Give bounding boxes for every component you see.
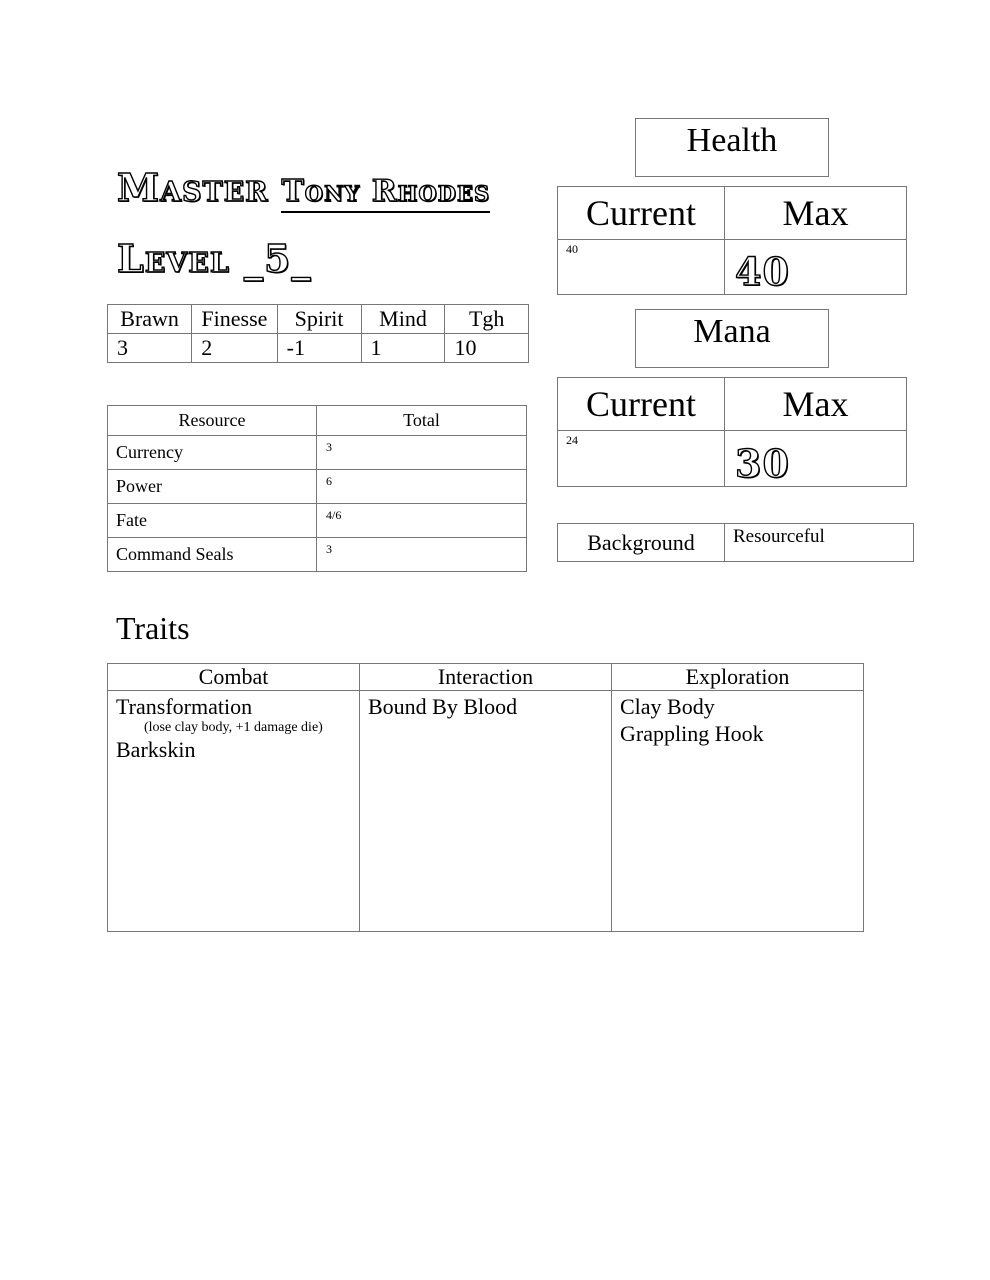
background-table (557, 523, 914, 562)
trait-item: Barkskin (116, 737, 196, 762)
exploration-traits-cell[interactable] (612, 691, 864, 932)
exploration-header: Exploration (612, 664, 864, 691)
stat-value-brawn[interactable]: 3 (108, 334, 192, 363)
background-value[interactable]: Resourceful (725, 524, 914, 562)
trait-note: (lose clay body, +1 damage die) (144, 720, 323, 735)
trait-item: Bound By Blood (368, 694, 518, 719)
mana-table (557, 377, 907, 487)
character-name: Tony Rhodes (281, 174, 490, 213)
stats-table (107, 304, 529, 363)
master-title (117, 165, 490, 210)
resource-row (108, 436, 527, 470)
trait-item: Transformation (116, 694, 253, 719)
mana-max-value[interactable] (725, 431, 907, 487)
health-max-label: Max (725, 187, 907, 240)
health-table (557, 186, 907, 295)
resource-label: Fate (108, 504, 317, 538)
health-current-label: Current (558, 187, 725, 240)
stat-header-spirit: Spirit (277, 305, 361, 334)
trait-item: Clay Body (620, 694, 715, 719)
trait-item: Grappling Hook (620, 721, 764, 746)
health-current-value[interactable]: 40 (558, 240, 725, 295)
traits-title: Traits (116, 610, 190, 646)
resource-table (107, 405, 527, 572)
background-label: Background (558, 524, 725, 562)
resource-row (108, 470, 527, 504)
health-max-value[interactable] (725, 240, 907, 295)
combat-traits-cell[interactable] (108, 691, 360, 932)
level-value: _5_ (244, 236, 312, 281)
resource-total[interactable]: 3 (317, 538, 527, 572)
health-max-number: 40 (735, 249, 790, 294)
stats-value-row (108, 334, 529, 363)
stat-header-tgh: Tgh (445, 305, 529, 334)
stat-header-brawn: Brawn (108, 305, 192, 334)
total-header: Total (317, 406, 527, 436)
mana-max-label: Max (725, 378, 907, 431)
health-header-row (558, 187, 907, 240)
stat-value-finesse[interactable]: 2 (192, 334, 277, 363)
mana-max-number: 30 (735, 441, 790, 486)
level-line (117, 236, 312, 281)
mana-value-row (558, 431, 907, 487)
traits-body-row (108, 691, 864, 932)
stat-value-spirit[interactable]: -1 (277, 334, 361, 363)
resource-total[interactable]: 3 (317, 436, 527, 470)
mana-title: Mana (635, 309, 829, 368)
resource-header-row (108, 406, 527, 436)
health-title: Health (635, 118, 829, 177)
resource-label: Currency (108, 436, 317, 470)
traits-table (107, 663, 864, 932)
master-label: Master (117, 165, 269, 210)
resource-total[interactable]: 4/6 (317, 504, 527, 538)
resource-label: Power (108, 470, 317, 504)
interaction-header: Interaction (360, 664, 612, 691)
mana-current-label: Current (558, 378, 725, 431)
stats-header-row (108, 305, 529, 334)
resource-row (108, 504, 527, 538)
interaction-traits-cell[interactable] (360, 691, 612, 932)
mana-current-value[interactable]: 24 (558, 431, 725, 487)
combat-header: Combat (108, 664, 360, 691)
stat-header-mind: Mind (361, 305, 445, 334)
stat-value-mind[interactable]: 1 (361, 334, 445, 363)
background-row (558, 524, 914, 562)
stat-header-finesse: Finesse (192, 305, 277, 334)
resource-row (108, 538, 527, 572)
resource-total[interactable]: 6 (317, 470, 527, 504)
health-value-row (558, 240, 907, 295)
traits-header-row (108, 664, 864, 691)
stat-value-tgh[interactable]: 10 (445, 334, 529, 363)
resource-header: Resource (108, 406, 317, 436)
mana-header-row (558, 378, 907, 431)
level-label: Level (117, 236, 230, 281)
resource-label: Command Seals (108, 538, 317, 572)
